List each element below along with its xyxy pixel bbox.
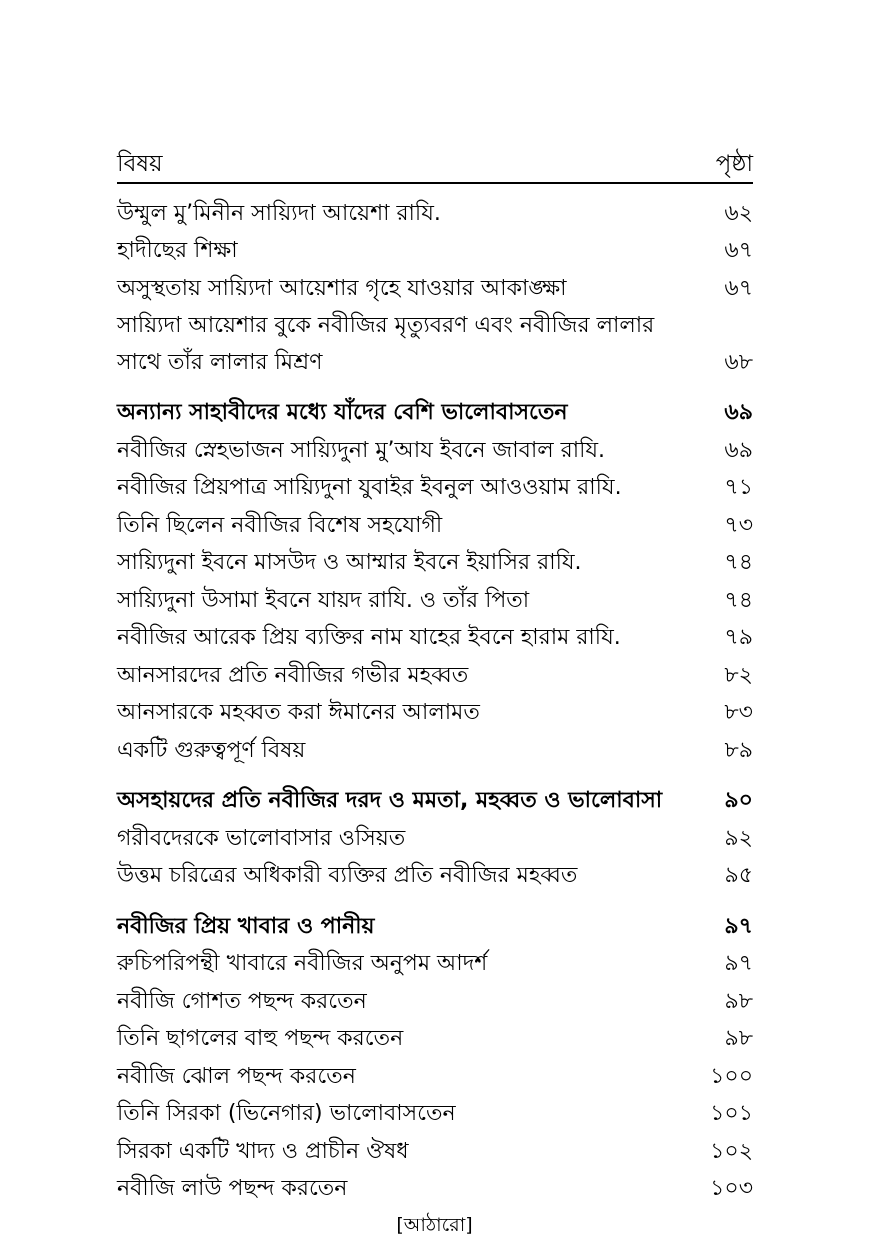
subject-column-header: বিষয় <box>117 151 163 177</box>
toc-entry-title: অসহায়দের প্রতি নবীজির দরদ ও মমতা, মহব্বত ও ভালোবাসা <box>117 788 663 813</box>
toc-entry <box>117 694 753 732</box>
toc-entry-title: সায়্যিদুনা উসামা ইবনে যায়দ রাযি. ও তাঁর পিতা <box>117 587 530 613</box>
toc-entry-page: ১০৩ <box>710 1176 753 1201</box>
toc-entry-title: নবীজির আরেক প্রিয় ব্যক্তির নাম যাহের ইবনে হারাম রাযি. <box>117 625 621 650</box>
toc-entry-title: তিনি ছিলেন নবীজির বিশেষ সহযোগী <box>117 512 443 538</box>
toc-entry-page: ৭১ <box>724 475 753 500</box>
toc-entry <box>117 819 753 857</box>
toc-entry <box>117 232 753 270</box>
toc-entry-page: ৯২ <box>724 825 753 851</box>
toc-entry-title: নবীজি ঝোল পছন্দ করতেন <box>117 1063 356 1089</box>
toc-entry-page: ৭৩ <box>724 512 753 538</box>
toc-entry-title: তিনি ছাগলের বাহু পছন্দ করতেন <box>117 1026 404 1051</box>
toc-entry <box>117 469 753 507</box>
toc-entry <box>117 656 753 694</box>
toc-entry-title: সিরকা একটি খাদ্য ও প্রাচীন ঔষধ <box>117 1138 409 1164</box>
toc-entry-page: ৭৪ <box>724 587 753 613</box>
toc-entry <box>117 431 753 469</box>
toc-header <box>117 140 753 184</box>
toc-entry <box>117 1020 753 1058</box>
toc-entry-page: ১০২ <box>710 1138 753 1164</box>
toc-entry-title: অসুস্থতায় সায়্যিদা আয়েশার গৃহে যাওয়ার আকাঙ্ক্ষা <box>117 275 567 301</box>
toc-entry <box>117 506 753 544</box>
toc-entry <box>117 1170 753 1208</box>
toc-entry <box>117 307 753 381</box>
toc-entry <box>117 619 753 657</box>
toc-entry-title: নবীজির প্রিয় খাবার ও পানীয় <box>117 913 375 939</box>
toc-entry-page: ৬৯ <box>724 400 753 425</box>
toc-section-heading <box>117 394 753 432</box>
toc-entry <box>117 544 753 582</box>
toc-entry <box>117 857 753 895</box>
toc-entry-page: ৯০ <box>724 788 753 813</box>
toc-entry-title: নবীজি লাউ পছন্দ করতেন <box>117 1176 348 1201</box>
toc-entry-page: ৬৯ <box>724 437 753 463</box>
toc-entry-page: ৭৪ <box>724 550 753 575</box>
toc-entry-title: উম্মুল মু’মিনীন সায়্যিদা আয়েশা রাযি. <box>117 200 441 226</box>
toc-entry-title: তিনি সিরকা (ভিনেগার) ভালোবাসতেন <box>117 1101 456 1126</box>
toc-entry <box>117 1095 753 1133</box>
page-column-header: পৃষ্ঠা <box>715 151 753 177</box>
toc-entry <box>117 982 753 1020</box>
toc-entry-page: ৯৭ <box>724 951 753 976</box>
toc-entry-page: ৮৩ <box>724 700 753 725</box>
toc-entry-title: গরীবদেরকে ভালোবাসার ওসিয়ত <box>117 825 406 851</box>
toc-entry <box>117 731 753 769</box>
toc-entry-page: ৮২ <box>724 662 753 688</box>
toc-entry-title: নবীজি গোশত পছন্দ করতেন <box>117 988 367 1014</box>
toc-entry-page: ৬৮ <box>724 349 753 375</box>
toc-entry <box>117 581 753 619</box>
toc-entry-page: ৬৭ <box>724 238 753 263</box>
toc-entry-title: নবীজির স্নেহভাজন সায়্যিদুনা মু’আয ইবনে জাবাল রাযি. <box>117 437 606 463</box>
toc-section-heading <box>117 782 753 820</box>
page-marker: [আঠারো] <box>396 1214 473 1236</box>
toc-entry-page: ১০০ <box>710 1063 753 1089</box>
toc-entry-page: ৯৫ <box>724 863 753 888</box>
toc-entry-page: ১০১ <box>710 1101 753 1126</box>
toc-list <box>117 194 753 1207</box>
toc-entry-page: ৮৯ <box>724 737 753 763</box>
toc-entry <box>117 269 753 307</box>
toc-entry-page: ৯৮ <box>724 1026 753 1051</box>
toc-entry <box>117 194 753 232</box>
toc-entry-title: একটি গুরুত্বপূর্ণ বিষয় <box>117 737 306 763</box>
toc-entry <box>117 1132 753 1170</box>
toc-entry-page: ৬২ <box>724 200 753 226</box>
table-of-contents <box>117 140 753 1207</box>
toc-entry-title: অন্যান্য সাহাবীদের মধ্যে যাঁদের বেশি ভালোবাসতেন <box>117 400 568 425</box>
toc-entry <box>117 945 753 983</box>
toc-entry-page: ৬৭ <box>724 275 753 301</box>
toc-entry-title: আনসারদের প্রতি নবীজির গভীর মহব্বত <box>117 662 469 688</box>
toc-section-heading <box>117 907 753 945</box>
toc-entry-title: হাদীছের শিক্ষা <box>117 238 238 263</box>
toc-entry-title-line: সায়্যিদা আয়েশার বুকে নবীজির মৃত্যুবরণ এবং নবীজির লালার <box>117 312 655 338</box>
toc-entry-page: ৯৮ <box>724 988 753 1014</box>
toc-entry <box>117 1057 753 1095</box>
toc-entry-title: নবীজির প্রিয়পাত্র সায়্যিদুনা যুবাইর ইবনুল আওওয়াম রাযি. <box>117 475 622 500</box>
toc-entry-title: উত্তম চরিত্রের অধিকারী ব্যক্তির প্রতি নবীজির মহব্বত <box>117 863 578 888</box>
toc-entry-title: আনসারকে মহব্বত করা ঈমানের আলামত <box>117 700 480 725</box>
toc-entry-title <box>117 307 683 381</box>
toc-entry-page: ৯৭ <box>724 913 753 939</box>
toc-entry-title: রুচিপরিপন্থী খাবারে নবীজির অনুপম আদর্শ <box>117 951 488 976</box>
toc-entry-title: সায়্যিদুনা ইবনে মাসউদ ও আম্মার ইবনে ইয়াসির রাযি. <box>117 550 582 575</box>
toc-entry-page: ৭৯ <box>724 625 753 650</box>
toc-entry-title-line: সাথে তাঁর লালার মিশ্রণ <box>117 349 323 375</box>
